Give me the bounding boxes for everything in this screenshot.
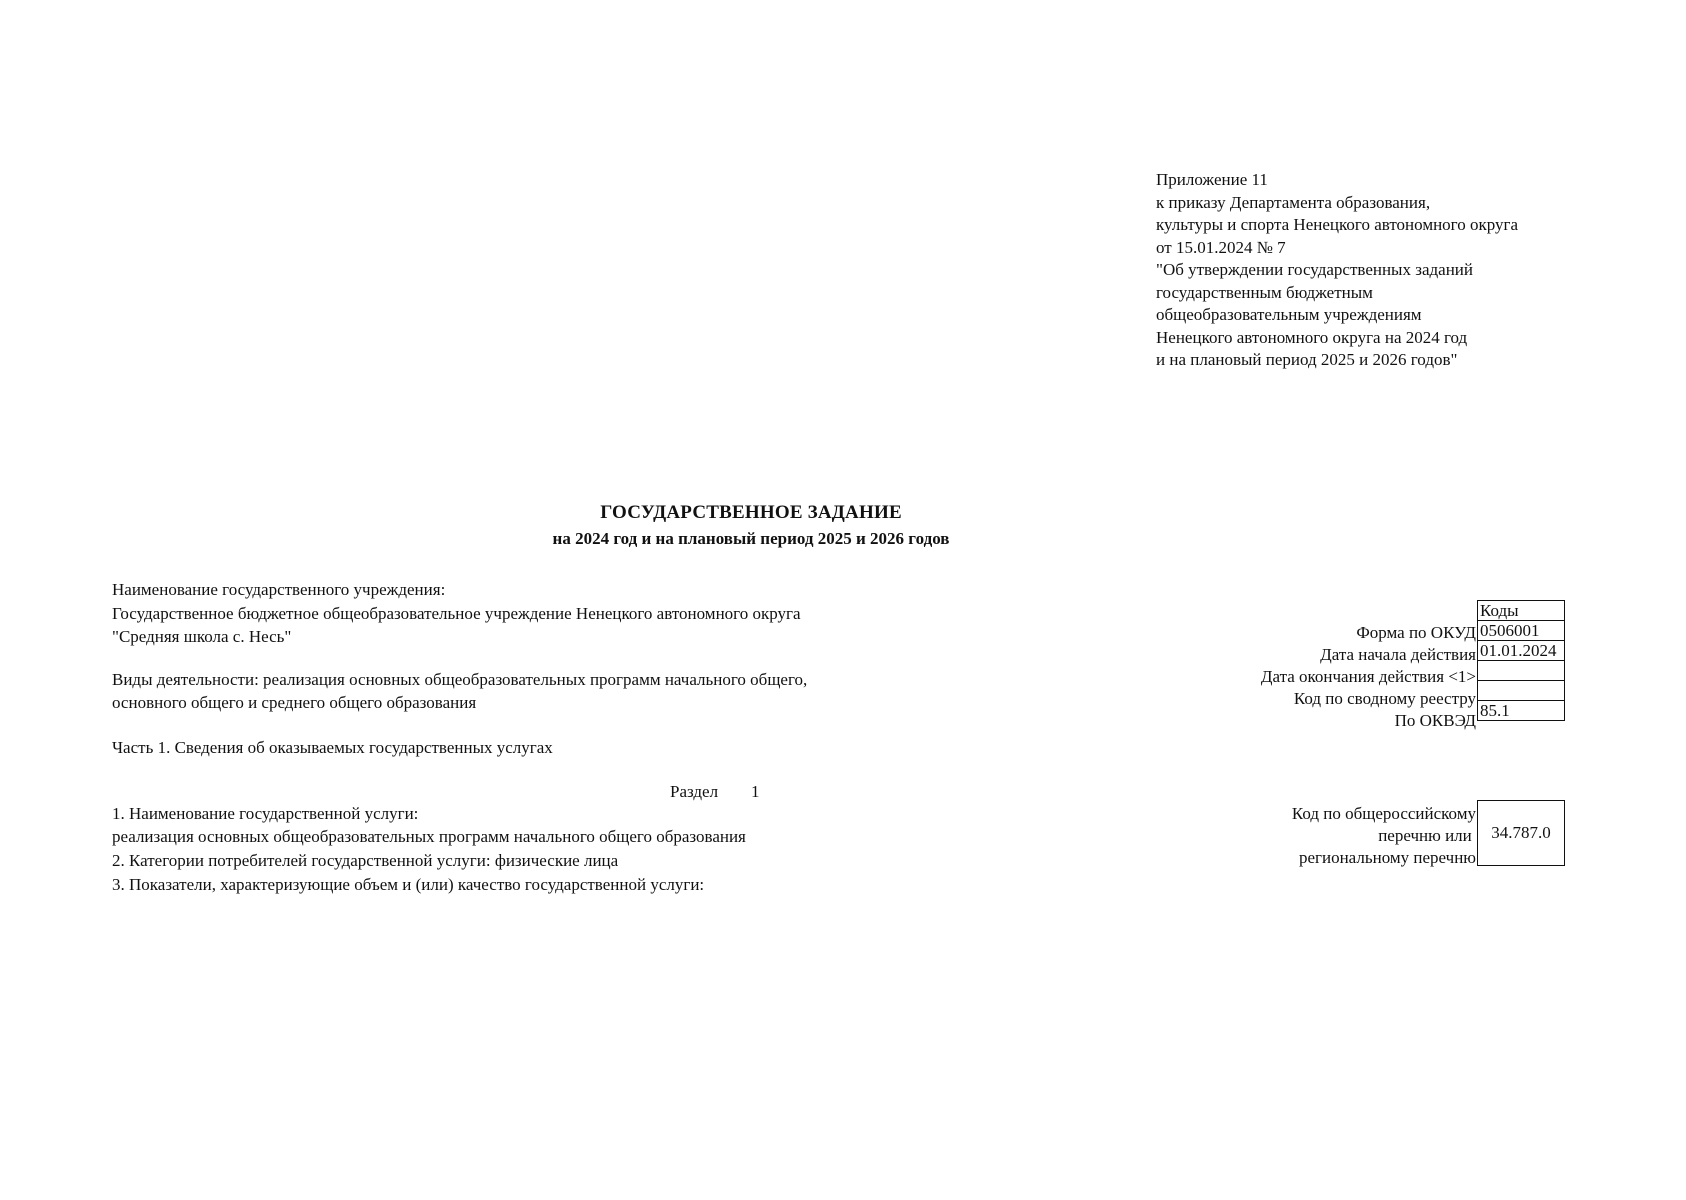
codes-value-registry: [1478, 681, 1565, 701]
codes-label-end-date: Дата окончания действия <1>: [1260, 667, 1476, 686]
codes-label-start-date: Дата начала действия: [1320, 645, 1476, 664]
appendix-line: общеобразовательным учреждениям: [1156, 305, 1422, 324]
codes-label-registry: Код по сводному реестру: [1293, 689, 1476, 708]
document-subtitle: на 2024 год и на плановый период 2025 и 2026 годов: [552, 529, 950, 548]
appendix-line: и на плановый период 2025 и 2026 годов": [1156, 350, 1458, 369]
institution-name-line1: Государственное бюджетное общеобразовательное учреждение Ненецкого автономного округа: [112, 604, 801, 623]
activities-line2: основного общего и среднего общего образования: [112, 693, 477, 712]
institution-name-line2: "Средняя школа с. Несь": [112, 627, 292, 646]
appendix-line: Приложение 11: [1156, 170, 1268, 189]
codes-table: [1477, 600, 1565, 721]
service-indicators: 3. Показатели, характеризующие объем и (или) качество государственной услуги:: [112, 875, 705, 894]
appendix-line: государственным бюджетным: [1156, 282, 1373, 302]
appendix-line: Ненецкого автономного округа на 2024 год: [1156, 327, 1468, 347]
appendix-line: "Об утверждении государственных заданий: [1156, 260, 1473, 279]
service-code-labels: [1292, 803, 1476, 869]
service-consumers: 2. Категории потребителей государственной услуги: физические лица: [112, 851, 619, 870]
part-heading: Часть 1. Сведения об оказываемых государственных услугах: [112, 738, 553, 757]
codes-header: Коды: [1478, 601, 1565, 621]
service-code-label-line: Код по общероссийскому: [1291, 804, 1476, 823]
document-title-block: [0, 500, 1502, 552]
codes-value-okved: 85.1: [1478, 701, 1565, 721]
appendix-line: культуры и спорта Ненецкого автономного округа: [1156, 215, 1519, 234]
service-name-label: 1. Наименование государственной услуги:: [112, 804, 419, 823]
service-code-label-line: перечню или: [1378, 826, 1476, 845]
document-title: ГОСУДАРСТВЕННОЕ ЗАДАНИЕ: [600, 502, 902, 523]
codes-label-okud: Форма по ОКУД: [1356, 623, 1476, 642]
service-name-value: реализация основных общеобразовательных программ начального общего образования: [112, 827, 746, 846]
service-code-box: [1477, 800, 1565, 866]
service-code-label-line: региональному перечню: [1298, 848, 1476, 867]
appendix-line: от 15.01.2024 № 7: [1156, 237, 1286, 257]
appendix-reference: [1156, 169, 1518, 372]
codes-value-start-date: 01.01.2024: [1478, 641, 1565, 661]
service-code-value: 34.787.0: [1491, 823, 1551, 842]
codes-label-okved: По ОКВЭД: [1394, 711, 1476, 730]
institution-label: Наименование государственного учреждения:: [112, 580, 446, 599]
codes-value-end-date: [1478, 661, 1565, 681]
appendix-line: к приказу Департамента образования,: [1156, 192, 1431, 212]
codes-value-okud: 0506001: [1478, 621, 1565, 641]
activities-line1: Виды деятельности: реализация основных общеобразовательных программ начального общего,: [112, 670, 808, 689]
section-label: Раздел: [670, 782, 719, 801]
codes-labels: [1261, 622, 1476, 732]
section-number: 1: [751, 782, 760, 801]
